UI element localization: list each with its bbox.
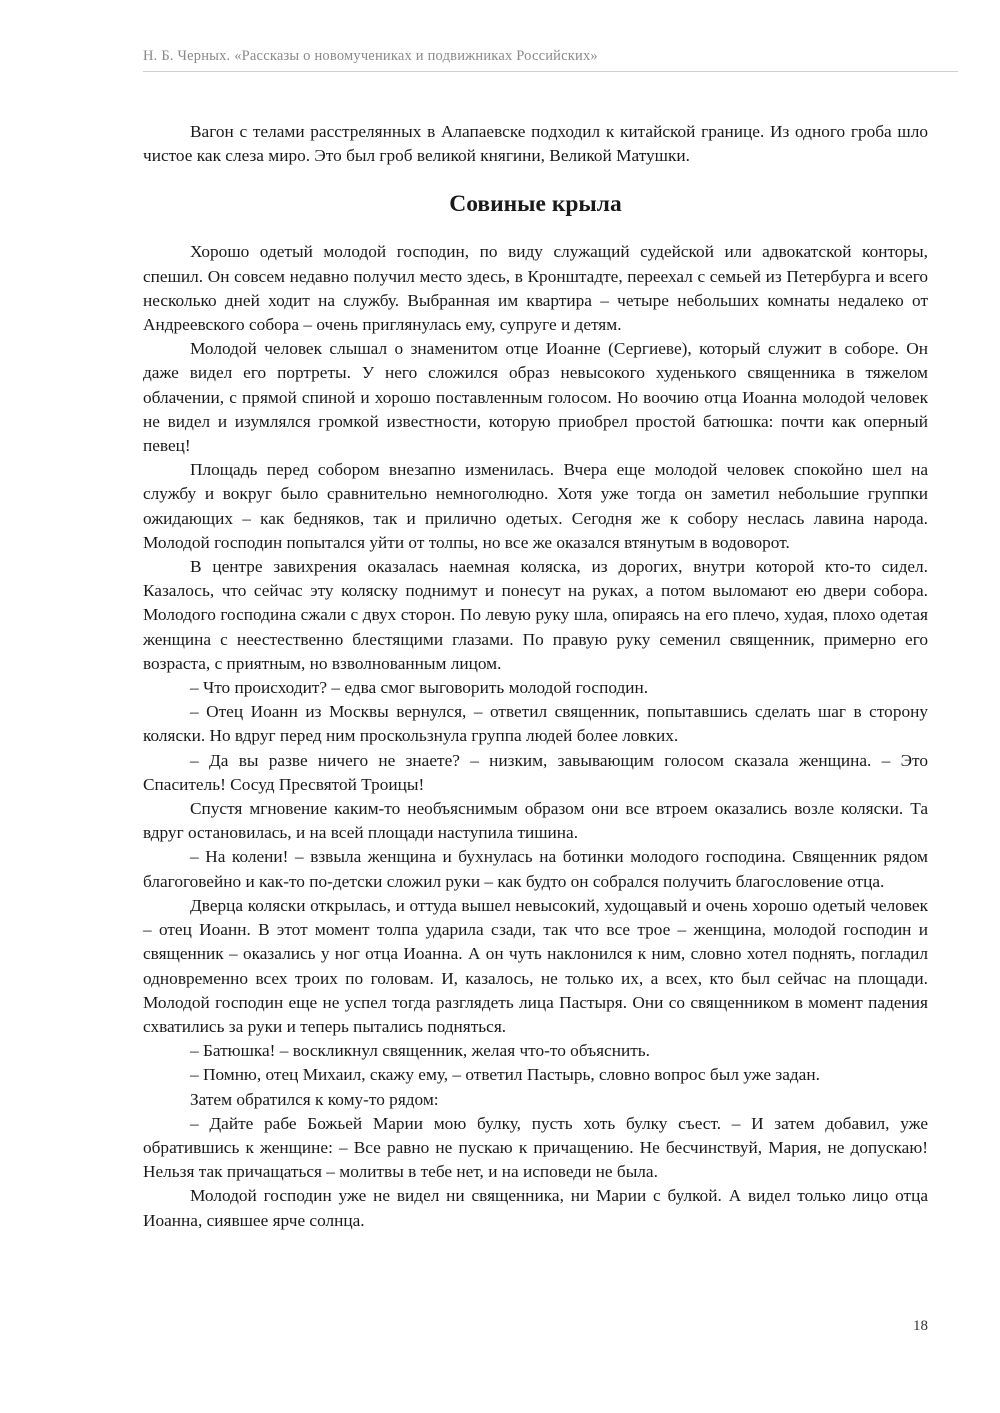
intro-paragraph: Вагон с телами расстрелянных в Алапаевске подходил к китайской границе. Из одного гроба шло чистое как слеза миро. Это был гроб великой княгини, Великой Матушки. [143, 122, 928, 166]
body-paragraph: – Дайте рабе Божьей Марии мою булку, пусть хоть булку съест. – И затем добавил, уже обратившись к женщине: – Все равно не пускаю к причащению. Не бесчинствуй, Мария, не допускаю! Нельзя так причащаться – молитвы в тебе нет, и на исповеди не была. [143, 1113, 928, 1182]
header-divider [143, 71, 958, 72]
body-paragraph: Площадь перед собором внезапно изменилась. Вчера еще молодой человек спокойно шел на службу и вокруг было сравнительно немноголюдно. Хотя уже тогда он заметил небольшие группки ожидающих – как бедняков, так и прилично одетых. Сегодня же к собору неслась лавина народа. Молодой господин попытался уйти от толпы, но все же оказался втянутым в водоворот. [143, 460, 928, 552]
body-paragraph: Дверца коляски открылась, и оттуда вышел невысокий, худощавый и очень хорошо одетый человек – отец Иоанн. В этот момент толпа ударила сзади, так что все трое – женщина, молодой господин и священник – оказались у ног отца Иоанна. А он чуть наклонился к ним, словно хотел поднять, погладил одновременно всех троих по головам. И, казалось, не только их, а всех, кто был сейчас на площади. Молодой господин еще не успел тогда разглядеть лица Пастыря. Они со священником в момент падения схватились за руки и теперь пытались подняться. [143, 895, 928, 1036]
body-paragraph: Молодой господин уже не видел ни священника, ни Марии с булкой. А видел только лицо отца Иоанна, сиявшее ярче солнца. [143, 1186, 928, 1230]
body-paragraph: Хорошо одетый молодой господин, по виду служащий судейской или адвокатской конторы, спешил. Он совсем недавно получил место здесь, в Кронштадте, переехал с семьей из Петербурга и всего несколько дней ходит на службу. Выбранная им квартира – четыре небольших комнаты недалеко от Андреевского собора – очень приглянулась ему, супруге и детям. [143, 242, 928, 335]
page-body [143, 120, 928, 1233]
body-paragraph: – Батюшка! – воскликнул священник, желая что-то объяснить. [190, 1041, 650, 1061]
body-paragraph: – Что происходит? – едва смог выговорить молодой господин. [190, 678, 649, 698]
page-number: 18 [913, 1318, 928, 1334]
body-paragraph: Спустя мгновение каким-то необъяснимым образом они все втроем оказались возле коляски. Та вдруг остановилась, и на всей площади наступила тишина. [143, 799, 928, 843]
body-paragraph: – Отец Иоанн из Москвы вернулся, – ответил священник, попытавшись сделать шаг в сторону коляски. Но вдруг перед ним проскользнула группа людей более ловких. [143, 702, 928, 746]
body-paragraph: Молодой человек слышал о знаменитом отце Иоанне (Сергиеве), который служит в соборе. Он даже видел его портреты. У него сложился образ невысокого худенького священника в тяжелом облачении, с прямой спиной и хорошо поставленным голосом. Но воочию отца Иоанна молодой человек не видел и изумлялся громкой известности, которую приобрел простой батюшка: почти как оперный певец! [143, 339, 928, 456]
body-paragraph: – На колени! – взвыла женщина и бухнулась на ботинки молодого господина. Священник рядом благоговейно и как-то по-детски сложил руки – как будто он собрался получить благословение отца. [143, 847, 928, 891]
running-header: Н. Б. Черных. «Рассказы о новомучениках и подвижниках Российских» [143, 48, 598, 64]
section-title: Совиные крыла [449, 191, 622, 218]
body-paragraph: Затем обратился к кому-то рядом: [190, 1089, 439, 1109]
body-paragraph: – Помню, отец Михаил, скажу ему, – ответил Пастырь, словно вопрос был уже задан. [190, 1065, 820, 1085]
body-paragraph: – Да вы разве ничего не знаете? – низким, завывающим голосом сказала женщина. – Это Спаситель! Сосуд Пресвятой Троицы! [143, 750, 928, 794]
body-paragraph: В центре завихрения оказалась наемная коляска, из дорогих, внутри которой кто-то сидел. Казалось, что сейчас эту коляску поднимут и понесут на руках, а потом выломают ею двери собора. Молодого господина сжали с двух сторон. По левую руку шла, опираясь на его плечо, худая, плохо одетая женщина с неестественно блестящими глазами. По правую руку семенил священник, примерно его возраста, с приятным, но взволнованным лицом. [143, 557, 928, 673]
